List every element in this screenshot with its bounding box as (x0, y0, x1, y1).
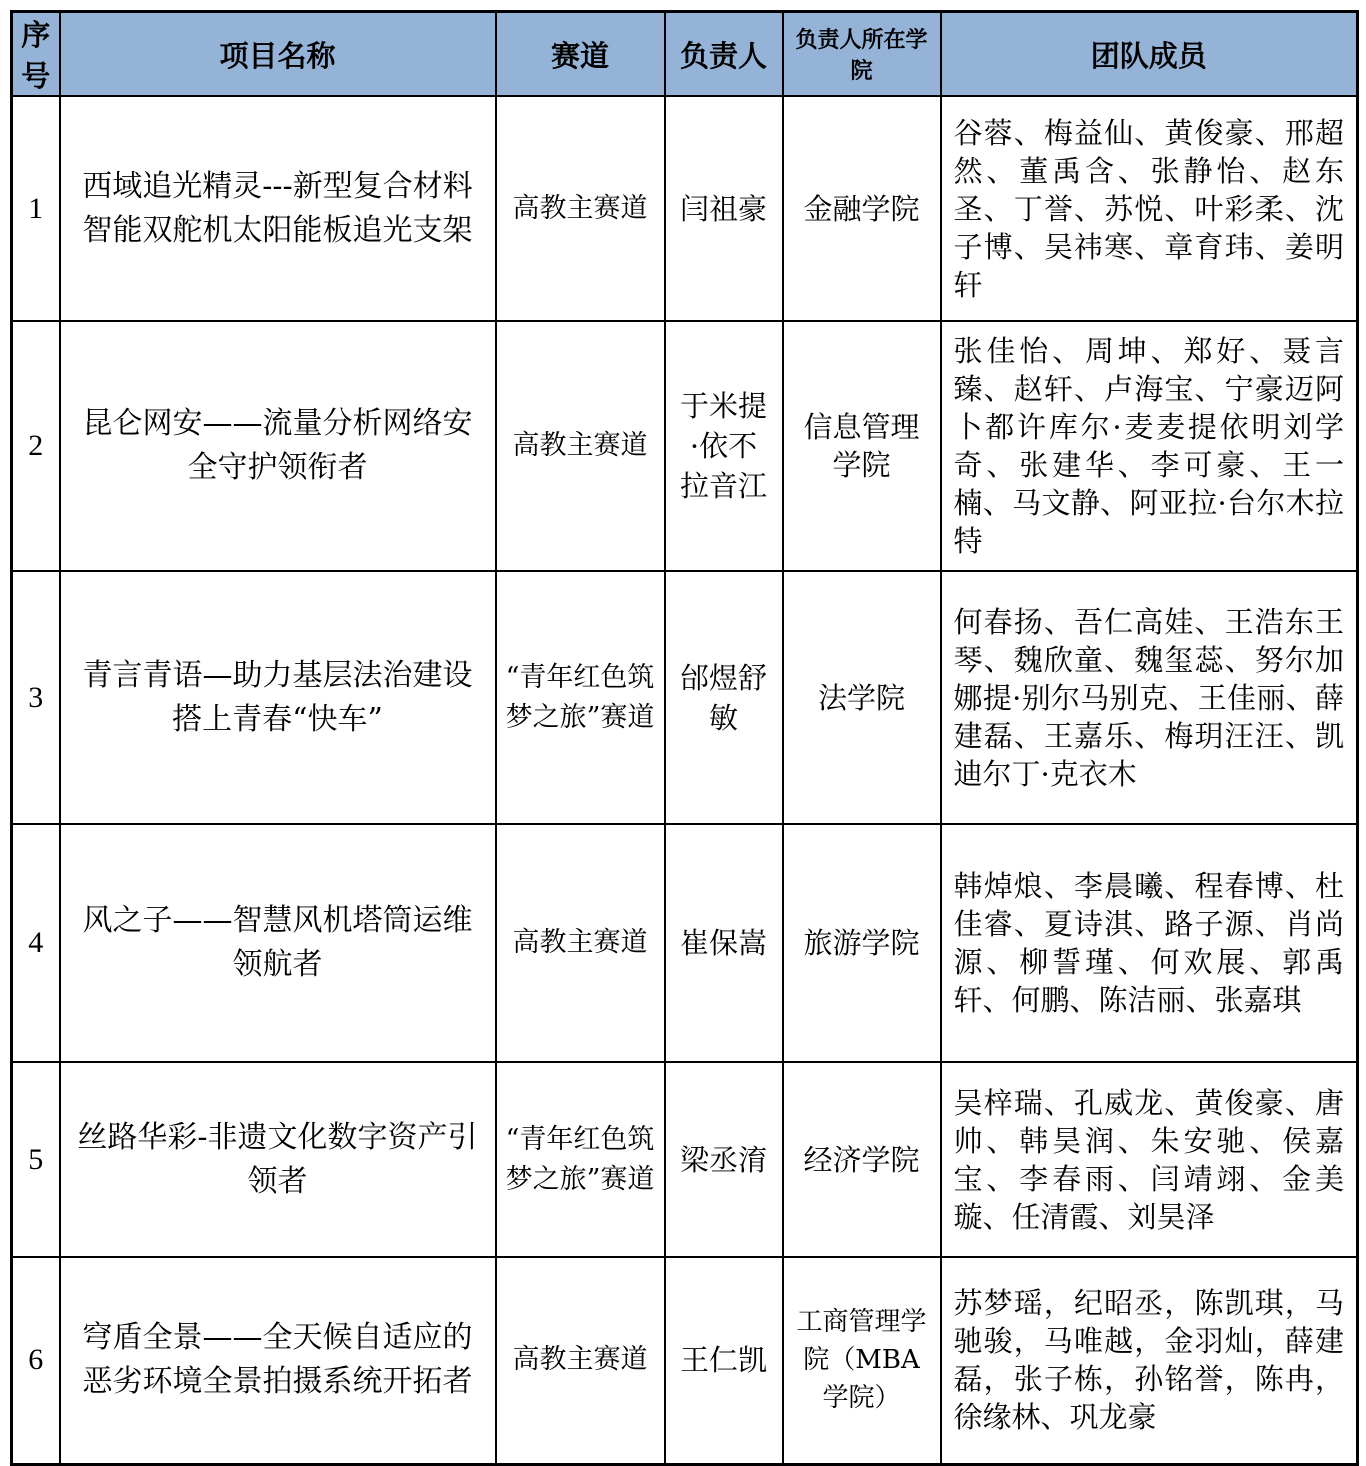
header-index: 序号 (12, 12, 60, 97)
cell-leader-college: 经济学院 (783, 1062, 941, 1257)
cell-leader-college: 信息管理学院 (783, 321, 941, 571)
cell-project-name: 风之子——智慧风机塔筒运维领航者 (60, 824, 496, 1062)
cell-index: 4 (12, 824, 60, 1062)
header-leader: 负责人 (665, 12, 783, 97)
cell-project-name: 昆仑网安——流量分析网络安全守护领衔者 (60, 321, 496, 571)
cell-team-members: 张佳怡、周坤、郑好、聂言臻、赵轩、卢海宝、宁豪迈阿卜都许库尔·麦麦提依明刘学奇、张建华、李可豪、王一楠、马文静、阿亚拉·台尔木拉特 (941, 321, 1358, 571)
cell-team-members: 韩焯烺、李晨曦、程春博、杜佳睿、夏诗淇、路子源、肖尚源、柳誓瑾、何欢展、郭禹轩、何鹏、陈洁丽、张嘉琪 (941, 824, 1358, 1062)
table-row (12, 1062, 1358, 1257)
cell-track: 高教主赛道 (496, 1257, 665, 1464)
cell-track: 高教主赛道 (496, 96, 665, 321)
cell-index: 5 (12, 1062, 60, 1257)
cell-track: “青年红色筑梦之旅”赛道 (496, 571, 665, 824)
cell-track: 高教主赛道 (496, 824, 665, 1062)
header-project-name: 项目名称 (60, 12, 496, 97)
cell-team-members: 谷蓉、梅益仙、黄俊豪、邢超然、董禹含、张静怡、赵东圣、丁誉、苏悦、叶彩柔、沈子博、吴祎寒、章育玮、姜明轩 (941, 96, 1358, 321)
table-row (12, 1257, 1358, 1464)
cell-leader-college: 金融学院 (783, 96, 941, 321)
cell-leader: 于米提·依不拉音江 (665, 321, 783, 571)
cell-leader-college: 法学院 (783, 571, 941, 824)
table-row (12, 571, 1358, 824)
cell-project-name: 西域追光精灵---新型复合材料智能双舵机太阳能板追光支架 (60, 96, 496, 321)
cell-leader: 梁丞淯 (665, 1062, 783, 1257)
cell-team-members: 苏梦瑶，纪昭丞，陈凯琪，马驰骏，马唯越，金羽灿，薛建磊，张子栋，孙铭誉，陈冉，徐缘林、巩龙豪 (941, 1257, 1358, 1464)
cell-leader: 王仁凯 (665, 1257, 783, 1464)
cell-project-name: 青言青语—助力基层法治建设搭上青春“快车” (60, 571, 496, 824)
cell-track: “青年红色筑梦之旅”赛道 (496, 1062, 665, 1257)
header-track: 赛道 (496, 12, 665, 97)
table-row (12, 96, 1358, 321)
cell-team-members: 吴梓瑞、孔威龙、黄俊豪、唐帅、韩昊润、朱安驰、侯嘉宝、李春雨、闫靖翊、金美璇、任清霞、刘昊泽 (941, 1062, 1358, 1257)
cell-leader: 崔保嵩 (665, 824, 783, 1062)
project-roster-table (10, 10, 1359, 1466)
header-leader-college: 负责人所在学院 (783, 12, 941, 97)
header-team-members: 团队成员 (941, 12, 1358, 97)
cell-track: 高教主赛道 (496, 321, 665, 571)
cell-index: 2 (12, 321, 60, 571)
table-row (12, 321, 1358, 571)
cell-leader-college: 旅游学院 (783, 824, 941, 1062)
cell-project-name: 穹盾全景——全天候自适应的恶劣环境全景拍摄系统开拓者 (60, 1257, 496, 1464)
cell-index: 1 (12, 96, 60, 321)
cell-leader-college: 工商管理学院（MBA学院） (783, 1257, 941, 1464)
table-row (12, 824, 1358, 1062)
table-header-row (12, 12, 1358, 97)
cell-index: 3 (12, 571, 60, 824)
cell-leader: 邰煜舒敏 (665, 571, 783, 824)
cell-team-members: 何春扬、吾仁高娃、王浩东王琴、魏欣童、魏玺蕊、努尔加娜提·别尔马别克、王佳丽、薛建磊、王嘉乐、梅玥汪汪、凯迪尔丁·克衣木 (941, 571, 1358, 824)
cell-index: 6 (12, 1257, 60, 1464)
cell-project-name: 丝路华彩-非遗文化数字资产引领者 (60, 1062, 496, 1257)
cell-leader: 闫祖豪 (665, 96, 783, 321)
